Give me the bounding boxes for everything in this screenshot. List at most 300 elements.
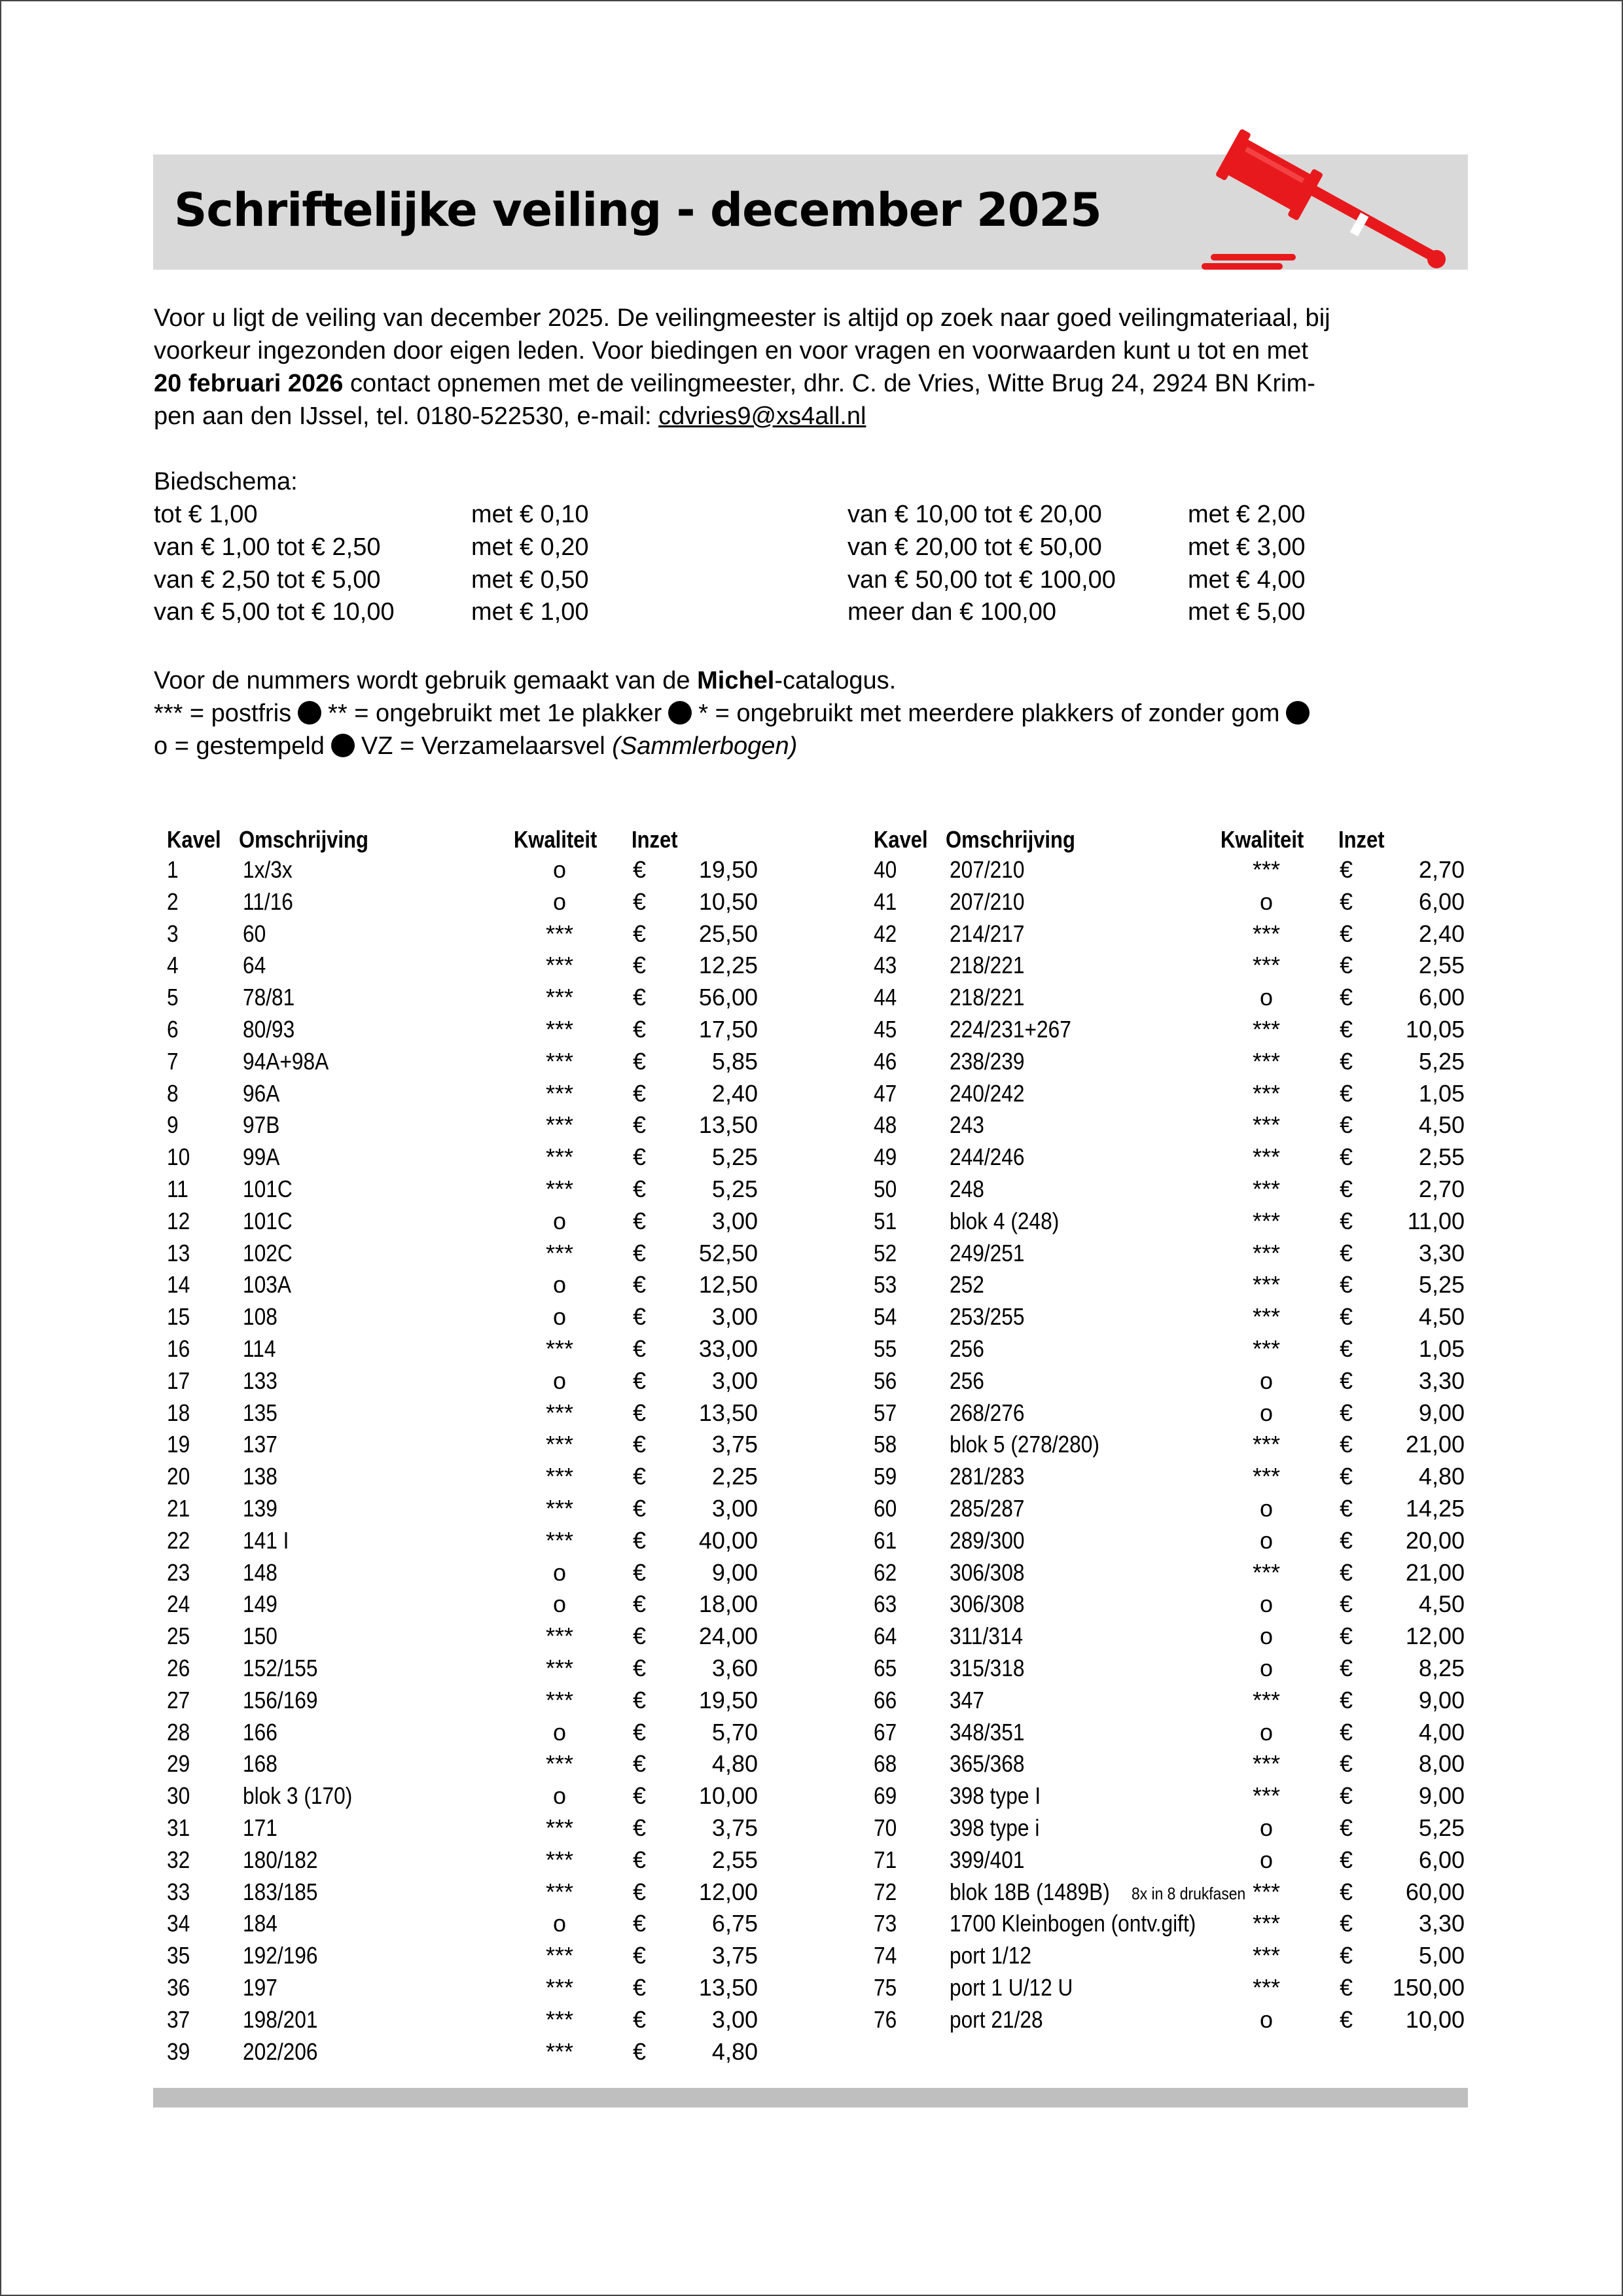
header-omschrijving: Omschrijving	[946, 826, 1075, 853]
lot-kwaliteit: o	[1259, 1367, 1274, 1394]
lot-kwaliteit: o	[552, 1367, 567, 1394]
lot-kavel: 47	[874, 1079, 897, 1107]
lot-omschrijving: blok 3 (170)	[243, 1782, 353, 1810]
lot-currency: €	[633, 1335, 647, 1362]
lot-row	[874, 1143, 1502, 1175]
lot-kavel: 9	[167, 1111, 179, 1139]
lot-currency: €	[633, 1495, 647, 1522]
lot-currency: €	[1340, 984, 1353, 1011]
lot-inzet: 3,30	[1418, 1910, 1465, 1937]
lot-kwaliteit: ***	[545, 1431, 574, 1458]
lot-inzet: 5,00	[1418, 1942, 1465, 1969]
lot-inzet: 1,05	[1418, 1079, 1465, 1107]
lot-currency: €	[1340, 952, 1353, 979]
lot-inzet: 12,00	[1405, 1623, 1465, 1650]
lot-currency: €	[1340, 1942, 1353, 1969]
lot-currency: €	[633, 1175, 647, 1202]
lot-kavel: 18	[167, 1399, 190, 1426]
lot-omschrijving: 289/300	[950, 1526, 1025, 1554]
legend-line	[154, 697, 1316, 730]
lot-currency: €	[633, 984, 647, 1011]
lot-kavel: 8	[167, 1079, 179, 1107]
lot-currency: €	[633, 1463, 647, 1490]
lot-kwaliteit: o	[552, 1590, 567, 1618]
lot-inzet: 10,50	[698, 888, 758, 915]
lot-omschrijving: 315/318	[950, 1655, 1025, 1681]
lot-inzet: 2,25	[711, 1463, 758, 1490]
lot-kavel: 22	[167, 1526, 190, 1554]
lot-currency: €	[1340, 1910, 1353, 1937]
lot-inzet: 40,00	[698, 1526, 758, 1554]
lot-inzet: 17,50	[698, 1016, 758, 1043]
lot-omschrijving: 399/401	[950, 1846, 1025, 1873]
lot-currency: €	[1340, 1111, 1353, 1139]
lot-omschrijving: 103A	[243, 1271, 291, 1299]
lot-kavel: 51	[874, 1207, 897, 1234]
lot-kwaliteit: ***	[545, 1335, 574, 1362]
lot-kwaliteit: ***	[545, 952, 574, 979]
michel-text: Voor de nummers wordt gebruik gemaakt van de	[154, 667, 698, 694]
lot-omschrijving: port 21/28	[950, 2005, 1043, 2033]
lot-row	[167, 1335, 795, 1367]
bid-step: met € 2,00	[1188, 501, 1306, 528]
lot-row	[167, 856, 795, 888]
lot-row	[874, 1910, 1502, 1942]
header-inzet: Inzet	[632, 826, 678, 853]
lot-row	[874, 984, 1502, 1016]
lot-kavel: 72	[874, 1878, 897, 1905]
bid-step: met € 5,00	[1188, 598, 1306, 626]
lot-omschrijving: 156/169	[243, 1686, 318, 1713]
lot-currency: €	[633, 1367, 647, 1394]
lot-inzet: 3,75	[711, 1814, 758, 1841]
lot-row	[167, 1175, 795, 1208]
intro-line: voorkeur ingezonden door eigen leden. Voor biedingen en voor vragen en voorwaarden kunt u tot en met	[154, 337, 1308, 365]
lot-kwaliteit: ***	[1252, 1143, 1281, 1171]
lot-kavel: 3	[167, 920, 179, 947]
michel-legend	[154, 664, 1316, 762]
header-omschrijving: Omschrijving	[239, 826, 368, 853]
lot-kwaliteit: o	[1259, 984, 1274, 1011]
lot-kavel: 17	[167, 1367, 190, 1394]
lot-row	[874, 1271, 1502, 1303]
lot-kavel: 35	[167, 1942, 190, 1969]
lot-row	[167, 1303, 795, 1335]
lot-kavel: 27	[167, 1686, 190, 1713]
lot-kavel: 58	[874, 1431, 897, 1458]
lot-inzet: 2,55	[1418, 1143, 1465, 1171]
lot-currency: €	[1340, 1686, 1353, 1713]
lot-kwaliteit: o	[1259, 1718, 1274, 1746]
lot-currency: €	[1340, 1718, 1353, 1746]
lot-row	[167, 1048, 795, 1080]
lot-currency: €	[633, 1143, 647, 1171]
lot-kwaliteit: ***	[1252, 1016, 1281, 1043]
lot-kavel: 57	[874, 1399, 897, 1426]
lot-row	[874, 2006, 1502, 2038]
lot-kavel: 30	[167, 1782, 190, 1810]
lot-inzet: 10,00	[1405, 2005, 1465, 2033]
header-kwaliteit: Kwaliteit	[514, 826, 597, 853]
lot-inzet: 4,50	[1418, 1111, 1465, 1139]
lot-kwaliteit: ***	[545, 1463, 574, 1490]
lot-omschrijving: 306/308	[950, 1558, 1025, 1586]
lot-inzet: 9,00	[711, 1558, 758, 1586]
lot-kwaliteit: ***	[545, 1846, 574, 1873]
lot-inzet: 56,00	[698, 984, 758, 1011]
lot-inzet: 3,00	[711, 1303, 758, 1331]
bid-range: van € 10,00 tot € 20,00	[847, 501, 1102, 528]
lot-currency: €	[633, 1655, 647, 1681]
legend-plakkers: * = ongebruikt met meerdere plakkers of zonder gom	[698, 700, 1280, 727]
lot-kavel: 33	[167, 1878, 190, 1905]
intro-paragraph	[154, 302, 1469, 433]
lot-currency: €	[633, 1047, 647, 1075]
lot-kavel: 40	[874, 856, 897, 883]
lot-kavel: 12	[167, 1207, 190, 1234]
lot-inzet: 1,05	[1418, 1335, 1465, 1362]
lot-omschrijving: 64	[243, 952, 266, 979]
bid-range: tot € 1,00	[154, 501, 258, 528]
lot-omschrijving: blok 18B (1489B)	[950, 1878, 1110, 1905]
lot-inzet: 6,00	[1418, 888, 1465, 915]
lot-row	[874, 1590, 1502, 1623]
lot-row	[874, 1814, 1502, 1846]
lot-currency: €	[633, 920, 647, 947]
lot-row	[167, 1623, 795, 1655]
lot-inzet: 10,00	[698, 1782, 758, 1810]
lot-inzet: 3,30	[1418, 1367, 1465, 1394]
lot-row	[874, 1367, 1502, 1399]
lot-omschrijving-note: 8x in 8 drukfasen	[1132, 1883, 1246, 1903]
bullet-icon	[668, 701, 692, 725]
lot-inzet: 4,50	[1418, 1303, 1465, 1331]
lot-omschrijving: 248	[950, 1175, 984, 1202]
lot-kavel: 73	[874, 1910, 897, 1937]
lot-kwaliteit: ***	[545, 1016, 574, 1043]
lot-currency: €	[1340, 1526, 1353, 1554]
bid-step: met € 0,20	[471, 533, 589, 561]
lot-inzet: 3,00	[711, 2005, 758, 2033]
lot-kwaliteit: o	[1259, 2005, 1274, 2033]
lot-row	[167, 1910, 795, 1942]
lot-kwaliteit: ***	[1252, 1303, 1281, 1331]
lot-currency: €	[1340, 1814, 1353, 1841]
lot-row	[874, 1208, 1502, 1240]
lot-kwaliteit: ***	[1252, 1686, 1281, 1713]
lot-kavel: 49	[874, 1143, 897, 1171]
lot-omschrijving: 249/251	[950, 1239, 1025, 1266]
lot-kavel: 29	[167, 1750, 190, 1778]
lot-inzet: 4,00	[1418, 1718, 1465, 1746]
lot-inzet: 5,70	[711, 1718, 758, 1746]
lot-inzet: 18,00	[698, 1590, 758, 1618]
lot-currency: €	[633, 888, 647, 915]
lot-kavel: 24	[167, 1590, 190, 1618]
lot-currency: €	[1340, 1079, 1353, 1107]
lot-inzet: 13,50	[698, 1974, 758, 2001]
lot-kwaliteit: o	[552, 1558, 567, 1586]
lot-currency: €	[633, 1111, 647, 1139]
lot-omschrijving: 224/231+267	[950, 1016, 1071, 1043]
lot-inzet: 25,50	[698, 920, 758, 947]
lot-omschrijving: 198/201	[243, 2005, 318, 2033]
intro-line	[154, 367, 1469, 400]
lot-kwaliteit: ***	[1252, 1463, 1281, 1490]
lot-currency: €	[633, 1750, 647, 1778]
legend-ongebruikt: ** = ongebruikt met 1e plakker	[328, 700, 662, 727]
lot-kwaliteit: ***	[1252, 1335, 1281, 1362]
lot-kavel: 75	[874, 1974, 897, 2001]
lot-currency: €	[633, 1431, 647, 1458]
lot-currency: €	[633, 2037, 647, 2065]
lot-currency: €	[1340, 888, 1353, 915]
lot-inzet: 12,00	[698, 1878, 758, 1905]
lot-kwaliteit: ***	[545, 1814, 574, 1841]
lot-kavel: 43	[874, 952, 897, 979]
bid-range: van € 2,50 tot € 5,00	[154, 566, 381, 594]
lot-kwaliteit: ***	[1252, 1974, 1281, 2001]
lot-row	[874, 1240, 1502, 1272]
lot-row	[167, 952, 795, 984]
lot-inzet: 2,70	[1418, 1175, 1465, 1202]
lot-inzet: 2,40	[711, 1079, 758, 1107]
lot-currency: €	[633, 2005, 647, 2033]
lot-row	[874, 1974, 1502, 2006]
lot-kavel: 46	[874, 1047, 897, 1075]
lot-kavel: 62	[874, 1558, 897, 1586]
bid-step: met € 0,10	[471, 501, 589, 528]
michel-text: -catalogus.	[774, 667, 897, 694]
lot-kavel: 67	[874, 1718, 897, 1746]
lot-kavel: 31	[167, 1814, 190, 1841]
lot-omschrijving: 96A	[243, 1079, 280, 1107]
header-inzet: Inzet	[1338, 826, 1385, 853]
lot-currency: €	[1340, 1750, 1353, 1778]
lot-kavel: 44	[874, 984, 897, 1011]
lot-omschrijving: 218/221	[950, 952, 1025, 979]
lot-kavel: 56	[874, 1367, 897, 1394]
bottom-bar	[153, 2088, 1468, 2108]
lot-currency: €	[633, 1846, 647, 1873]
deadline-date: 20 februari 2026	[154, 370, 344, 397]
lot-kavel: 37	[167, 2005, 190, 2033]
lot-row	[874, 1719, 1502, 1751]
lot-inzet: 19,50	[698, 856, 758, 883]
lot-row	[167, 1655, 795, 1687]
lot-inzet: 9,00	[1418, 1399, 1465, 1426]
lot-row	[167, 1559, 795, 1591]
lot-omschrijving: 150	[243, 1623, 277, 1650]
michel-line	[154, 664, 1316, 697]
lot-currency: €	[1340, 1878, 1353, 1905]
lot-inzet: 12,25	[698, 952, 758, 979]
lot-currency: €	[633, 1718, 647, 1746]
lot-omschrijving: 238/239	[950, 1047, 1025, 1075]
lot-omschrijving: 398 type I	[950, 1782, 1041, 1810]
lot-kavel: 50	[874, 1175, 897, 1202]
lot-kwaliteit: ***	[1252, 952, 1281, 979]
lot-kwaliteit: o	[1259, 1495, 1274, 1522]
lot-row	[167, 1016, 795, 1048]
lot-row	[874, 1495, 1502, 1527]
lot-kwaliteit: o	[1259, 1526, 1274, 1554]
lot-kwaliteit: ***	[1252, 1079, 1281, 1107]
lot-currency: €	[633, 952, 647, 979]
lot-kavel: 32	[167, 1846, 190, 1873]
lot-currency: €	[1340, 2005, 1353, 2033]
lot-row	[874, 1016, 1502, 1048]
lot-omschrijving: 80/93	[243, 1016, 295, 1043]
lot-omschrijving: blok 4 (248)	[950, 1207, 1060, 1234]
bid-step: met € 3,00	[1188, 533, 1306, 561]
lot-row	[167, 1240, 795, 1272]
lot-row	[874, 856, 1502, 888]
lot-kavel: 63	[874, 1590, 897, 1618]
lot-inzet: 5,25	[711, 1143, 758, 1171]
lot-row	[874, 1655, 1502, 1687]
lot-omschrijving: 253/255	[950, 1303, 1025, 1331]
lot-kavel: 6	[167, 1016, 179, 1043]
biedschema-title: Biedschema:	[154, 468, 298, 495]
lot-kwaliteit: ***	[545, 1143, 574, 1171]
lot-row	[167, 1878, 795, 1910]
lot-omschrijving: port 1/12	[950, 1942, 1032, 1969]
lot-kavel: 10	[167, 1143, 190, 1171]
lot-kavel: 1	[167, 856, 179, 883]
lot-kwaliteit: ***	[1252, 920, 1281, 947]
lot-omschrijving: 149	[243, 1590, 277, 1618]
lot-kwaliteit: ***	[1252, 1271, 1281, 1299]
lot-row	[167, 888, 795, 920]
lot-currency: €	[633, 1079, 647, 1107]
legend-postfris: *** = postfris	[154, 700, 292, 727]
lot-omschrijving: 102C	[243, 1239, 293, 1266]
lot-currency: €	[1340, 1655, 1353, 1681]
lot-currency: €	[1340, 1047, 1353, 1075]
lot-kwaliteit: ***	[1252, 1431, 1281, 1458]
lot-omschrijving: 218/221	[950, 984, 1025, 1011]
lot-omschrijving: 1700 Kleinbogen (ontv.gift)	[950, 1910, 1196, 1937]
lot-currency: €	[1340, 1239, 1353, 1266]
lot-inzet: 5,85	[711, 1047, 758, 1075]
lot-kavel: 34	[167, 1910, 190, 1937]
lot-omschrijving: 166	[243, 1718, 277, 1746]
lot-omschrijving: 347	[950, 1686, 984, 1713]
lot-kavel: 61	[874, 1526, 897, 1554]
lot-inzet: 19,50	[698, 1686, 758, 1713]
lot-omschrijving: 99A	[243, 1143, 280, 1171]
lot-omschrijving: 365/368	[950, 1750, 1025, 1778]
lot-omschrijving: 240/242	[950, 1079, 1025, 1107]
lot-inzet: 4,50	[1418, 1590, 1465, 1618]
lot-inzet: 3,00	[711, 1207, 758, 1234]
bid-range: van € 1,00 tot € 2,50	[154, 533, 381, 561]
lot-kwaliteit: ***	[545, 1686, 574, 1713]
lot-omschrijving: 133	[243, 1367, 277, 1394]
lot-kavel: 41	[874, 888, 897, 915]
lot-row	[874, 1623, 1502, 1655]
lot-omschrijving: 139	[243, 1495, 277, 1522]
lot-currency: €	[633, 1942, 647, 1969]
lot-inzet: 3,75	[711, 1942, 758, 1969]
lot-row	[167, 1111, 795, 1143]
lot-kavel: 16	[167, 1335, 190, 1362]
lot-row	[167, 2038, 795, 2070]
lot-kwaliteit: ***	[545, 1079, 574, 1107]
lot-kwaliteit: ***	[545, 1974, 574, 2001]
header-kavel: Kavel	[167, 826, 221, 853]
lot-kavel: 13	[167, 1239, 190, 1266]
lot-kavel: 64	[874, 1623, 897, 1650]
lot-kwaliteit: o	[552, 1910, 567, 1937]
lot-kwaliteit: ***	[545, 1047, 574, 1075]
legend-gestempeld: o = gestempeld	[154, 732, 325, 760]
intro-text: pen aan den IJssel, tel. 0180-522530, e-mail:	[154, 403, 659, 430]
lot-row	[167, 1527, 795, 1559]
lot-omschrijving: 256	[950, 1335, 984, 1362]
lot-kavel: 23	[167, 1558, 190, 1586]
header-kwaliteit: Kwaliteit	[1221, 826, 1304, 853]
lot-inzet: 8,00	[1418, 1750, 1465, 1778]
lot-row	[874, 1878, 1502, 1910]
lot-kwaliteit: ***	[1252, 1942, 1281, 1969]
lot-currency: €	[633, 1558, 647, 1586]
lot-omschrijving: 256	[950, 1367, 984, 1394]
lot-row	[167, 1143, 795, 1175]
lot-kavel: 19	[167, 1431, 190, 1458]
legend-vz-italic: (Sammlerbogen)	[612, 732, 798, 760]
lot-kwaliteit: o	[1259, 1623, 1274, 1650]
lot-omschrijving: 180/182	[243, 1846, 318, 1873]
lot-omschrijving: 207/210	[950, 888, 1025, 915]
lot-inzet: 14,25	[1405, 1495, 1465, 1522]
lot-currency: €	[1340, 1463, 1353, 1490]
lot-row	[167, 1431, 795, 1463]
lot-kavel: 53	[874, 1271, 897, 1299]
lot-omschrijving: 60	[243, 920, 266, 947]
lot-omschrijving: 398 type i	[950, 1814, 1040, 1841]
lot-row	[874, 1335, 1502, 1367]
email-link[interactable]: cdvries9@xs4all.nl	[658, 403, 866, 430]
lot-row	[874, 1431, 1502, 1463]
lot-row	[874, 1559, 1502, 1591]
lot-omschrijving: 197	[243, 1974, 277, 2001]
lot-inzet: 4,80	[1418, 1463, 1465, 1490]
lot-row	[167, 1495, 795, 1527]
lot-kwaliteit: ***	[1252, 1558, 1281, 1586]
lot-inzet: 13,50	[698, 1399, 758, 1426]
lot-kavel: 45	[874, 1016, 897, 1043]
lot-kwaliteit: o	[1259, 1399, 1274, 1426]
lot-inzet: 10,05	[1405, 1016, 1465, 1043]
lot-kwaliteit: ***	[545, 1655, 574, 1681]
lot-kwaliteit: ***	[545, 1495, 574, 1522]
lot-inzet: 4,80	[711, 2037, 758, 2065]
intro-text: contact opnemen met de veilingmeester, dhr. C. de Vries, Witte Brug 24, 2924 BN Krim-	[343, 370, 1315, 397]
lot-inzet: 2,40	[1418, 920, 1465, 947]
lot-omschrijving: 285/287	[950, 1495, 1025, 1522]
intro-line: Voor u ligt de veiling van december 2025. De veilingmeester is altijd op zoek naar goed veilingmateriaal, bij	[154, 304, 1330, 332]
lot-inzet: 6,00	[1418, 1846, 1465, 1873]
lot-inzet: 5,25	[711, 1175, 758, 1202]
lot-kwaliteit: ***	[545, 1623, 574, 1650]
lot-omschrijving: 135	[243, 1399, 277, 1426]
bid-range: van € 20,00 tot € 50,00	[847, 533, 1102, 561]
lot-kavel: 65	[874, 1655, 897, 1681]
lot-row	[167, 984, 795, 1016]
lot-inzet: 33,00	[698, 1335, 758, 1362]
